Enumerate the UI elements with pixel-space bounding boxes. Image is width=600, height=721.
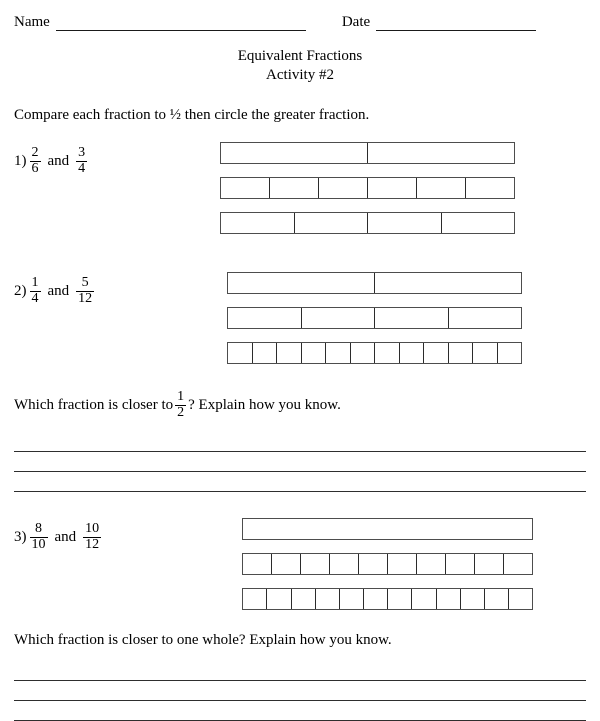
fraction-bar-cell[interactable] (266, 589, 290, 609)
fraction-bar-cell[interactable] (221, 213, 294, 233)
problem-2-label (14, 272, 94, 306)
fraction-bar-cell[interactable] (387, 589, 411, 609)
fraction-bar-cell[interactable] (474, 554, 503, 574)
fraction-bar-cell[interactable] (399, 343, 424, 363)
question-2 (14, 632, 600, 649)
fraction-bar-cell[interactable] (497, 343, 522, 363)
answer-line[interactable] (14, 701, 586, 721)
fraction-bar-cell[interactable] (315, 589, 339, 609)
fraction-bar-cell[interactable] (374, 273, 521, 293)
fraction-bar-cell[interactable] (448, 343, 473, 363)
answer-line[interactable] (14, 681, 586, 701)
fraction-bar-1-of-1[interactable] (242, 518, 533, 540)
problem-1 (14, 142, 600, 234)
problem-2-fraction-a (30, 276, 41, 306)
problem-3-number: 3) (14, 528, 27, 545)
fraction-bar-3-of-4[interactable] (220, 212, 515, 234)
question-1-text-after: ? Explain how you know. (188, 396, 341, 413)
fraction-bar-2-of-10[interactable] (242, 553, 533, 575)
title-line-2: Activity #2 (266, 67, 334, 84)
fraction-bar-cell[interactable] (318, 178, 367, 198)
numerator: 2 (31, 145, 39, 161)
fraction-bar-cell[interactable] (243, 589, 266, 609)
fraction-bar-cell[interactable] (294, 213, 368, 233)
fraction-bar-3-of-12[interactable] (242, 588, 533, 610)
fraction-bar-cell[interactable] (367, 143, 514, 163)
worksheet-title (0, 47, 600, 85)
problem-1-fraction-b (76, 146, 87, 176)
name-label: Name (14, 14, 50, 30)
fraction-bar-cell[interactable] (411, 589, 435, 609)
fraction-bar-cell[interactable] (374, 343, 399, 363)
problem-3-fraction-a (30, 522, 48, 552)
answer-line[interactable] (14, 432, 586, 452)
numerator: 8 (35, 521, 42, 537)
answer-line[interactable] (14, 472, 586, 492)
answer-line[interactable] (14, 452, 586, 472)
fraction-bar-cell[interactable] (291, 589, 315, 609)
fraction-bar-cell[interactable] (448, 308, 522, 328)
problem-3 (14, 518, 600, 610)
fraction-bar-cell[interactable] (221, 143, 367, 163)
denominator: 10 (31, 537, 46, 553)
answer-line[interactable] (14, 661, 586, 681)
denominator: 4 (31, 291, 39, 307)
fraction-bar-2-of-6[interactable] (220, 177, 515, 199)
fraction-bar-cell[interactable] (416, 554, 445, 574)
question-1-answer-lines (14, 432, 586, 492)
problem-2-number: 2) (14, 282, 27, 299)
fraction-bar-cell[interactable] (300, 554, 329, 574)
fraction-bar-cell[interactable] (465, 178, 514, 198)
fraction-bar-cell[interactable] (358, 554, 387, 574)
question-1-text-before: Which fraction is closer to (14, 396, 174, 413)
numerator: 10 (85, 521, 100, 537)
fraction-bar-cell[interactable] (503, 554, 532, 574)
denominator: 4 (78, 161, 86, 177)
denominator: 6 (31, 161, 39, 177)
problem-3-fraction-b (83, 522, 101, 552)
problem-3-fraction-bars (242, 518, 533, 610)
fraction-bar-cell[interactable] (367, 213, 441, 233)
fraction-bar-cell[interactable] (301, 343, 326, 363)
fraction-bar-cell[interactable] (276, 343, 301, 363)
fraction-bar-cell[interactable] (243, 519, 532, 539)
name-input-rule[interactable] (56, 16, 306, 31)
fraction-bar-cell[interactable] (367, 178, 416, 198)
fraction-bar-cell[interactable] (374, 308, 448, 328)
problem-1-label (14, 142, 87, 176)
fraction-bar-cell[interactable] (228, 273, 374, 293)
instruction-text: Compare each fraction to ½ then circle the greater fraction. (14, 107, 370, 124)
name-date-row (0, 0, 600, 31)
fraction-bar-cell[interactable] (508, 589, 532, 609)
numerator: 1 (31, 275, 39, 291)
fraction-bar-cell[interactable] (325, 343, 350, 363)
fraction-bar-cell[interactable] (436, 589, 460, 609)
problem-3-and: and (54, 528, 77, 545)
fraction-bar-cell[interactable] (445, 554, 474, 574)
fraction-bar-cell[interactable] (441, 213, 515, 233)
fraction-bar-cell[interactable] (329, 554, 358, 574)
fraction-bar-cell[interactable] (484, 589, 508, 609)
date-input-rule[interactable] (376, 16, 536, 31)
fraction-bar-cell[interactable] (472, 343, 497, 363)
fraction-bar-cell[interactable] (339, 589, 363, 609)
fraction-bar-cell[interactable] (363, 589, 387, 609)
fraction-bar-cell[interactable] (271, 554, 300, 574)
fraction-bar-1-of-2[interactable] (220, 142, 515, 164)
fraction-bar-cell[interactable] (416, 178, 465, 198)
problem-1-fraction-a (30, 146, 41, 176)
problem-3-label (14, 518, 101, 552)
problem-2-fraction-b (76, 276, 94, 306)
problem-2 (14, 272, 600, 364)
fraction-bar-cell[interactable] (228, 308, 301, 328)
denominator: 2 (177, 405, 185, 421)
question-1 (14, 390, 600, 420)
fraction-bar-cell[interactable] (423, 343, 448, 363)
question-1-fraction (175, 390, 186, 420)
denominator: 12 (85, 537, 100, 553)
problem-1-number: 1) (14, 152, 27, 169)
fraction-bar-2-of-4[interactable] (227, 307, 522, 329)
fraction-bar-cell[interactable] (387, 554, 416, 574)
denominator: 12 (78, 291, 93, 307)
fraction-bar-1-of-2[interactable] (227, 272, 522, 294)
fraction-bar-cell[interactable] (301, 308, 375, 328)
numerator: 5 (81, 275, 89, 291)
fraction-bar-cell[interactable] (350, 343, 375, 363)
problem-2-and: and (47, 282, 70, 299)
question-2-answer-lines (14, 661, 586, 721)
fraction-bar-3-of-12[interactable] (227, 342, 522, 364)
problem-1-fraction-bars (220, 142, 515, 234)
fraction-bar-cell[interactable] (228, 343, 252, 363)
numerator: 1 (177, 389, 185, 405)
fraction-bar-cell[interactable] (243, 554, 271, 574)
fraction-bar-cell[interactable] (460, 589, 484, 609)
problem-2-fraction-bars (227, 272, 522, 364)
fraction-bar-cell[interactable] (252, 343, 277, 363)
title-line-1: Equivalent Fractions (237, 48, 363, 64)
problem-1-and: and (47, 152, 70, 169)
numerator: 3 (78, 145, 86, 161)
question-2-text-before: Which fraction is closer to one whole? Explain how you know. (14, 632, 392, 649)
date-label: Date (341, 14, 371, 30)
fraction-bar-cell[interactable] (269, 178, 318, 198)
fraction-bar-cell[interactable] (221, 178, 269, 198)
